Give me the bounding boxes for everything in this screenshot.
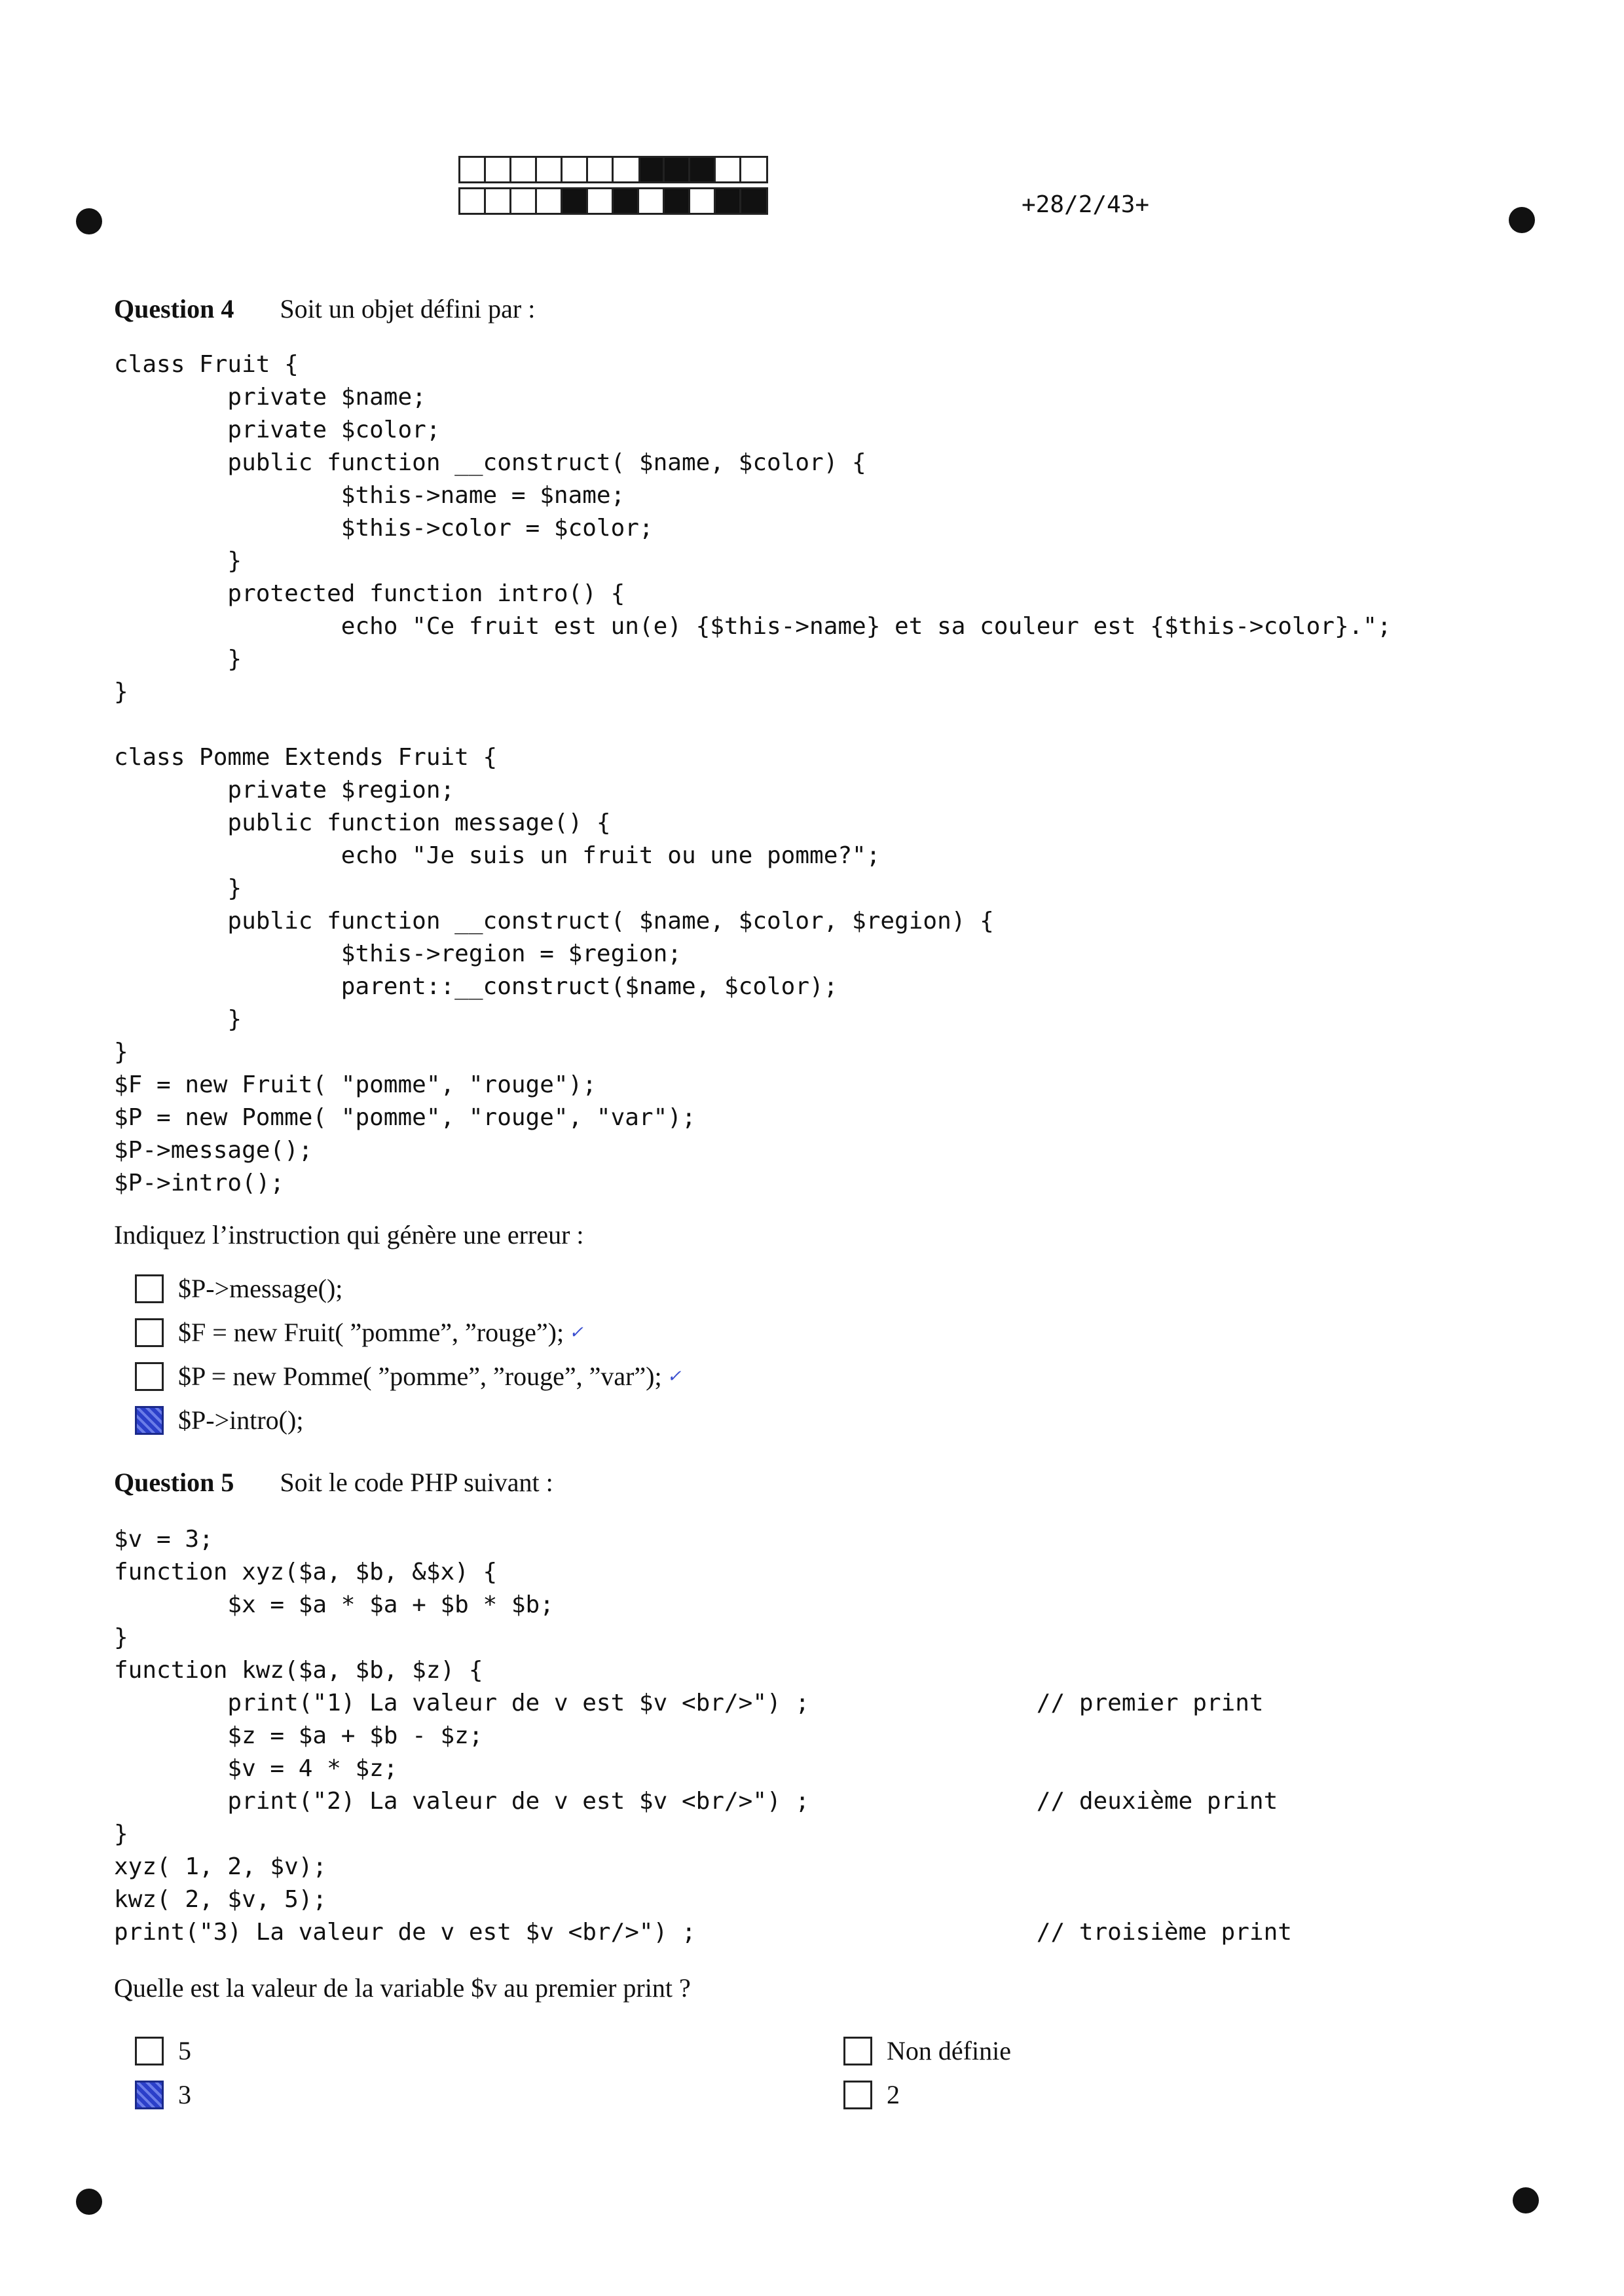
registration-mark-bottom-left — [76, 2189, 102, 2215]
option-checkbox[interactable] — [135, 1318, 164, 1347]
question-4-heading — [114, 293, 535, 324]
option-checkbox[interactable] — [843, 2037, 872, 2065]
question-5-prompt: Quelle est la valeur de la variable $v au premier print ? — [114, 1973, 691, 2003]
question-5-option-2[interactable] — [843, 2079, 900, 2110]
registration-mark-top-right — [1509, 207, 1535, 233]
question-4-text: Soit un objet défini par : — [280, 294, 536, 324]
page-identifier: +28/2/43+ — [1022, 191, 1150, 218]
question-5-option-5[interactable] — [135, 2035, 191, 2066]
option-label: Non définie — [887, 2036, 1011, 2065]
registration-mark-top-left — [76, 208, 102, 234]
option-label: 3 — [178, 2080, 191, 2109]
handwritten-tick-mark: ✓ — [569, 1322, 583, 1342]
question-5-text: Soit le code PHP suivant : — [280, 1468, 553, 1497]
question-4-code: class Fruit { private $name; private $color; public function __construct( $name, $color) { $this->name = $name; $this->color = $color; } protected function intro() { echo "Ce fruit est un(e) {$this->name} et sa couleur est {$this->color}."; } } class Pomme Extends Fruit { private $region; public function message() { echo "Je suis un fruit ou une pomme?"; } public function __construct( $name, $color, $region) { $this->region = $region; parent::__construct($name, $color); } } $F = new Fruit( "pomme", "rouge"); $P = new Pomme( "pomme", "rouge", "var"); $P->message(); $P->intro(); — [114, 351, 1392, 1196]
question-5-heading — [114, 1467, 553, 1498]
question-4-option-1[interactable] — [135, 1273, 342, 1304]
option-checkbox[interactable] — [135, 1362, 164, 1391]
option-label: $F = new Fruit( ”pomme”, ”rouge”); — [178, 1318, 564, 1347]
option-checkbox-checked[interactable] — [135, 1406, 164, 1435]
question-4-prompt: Indiquez l’instruction qui génère une erreur : — [114, 1220, 584, 1250]
question-5-label: Question 5 — [114, 1468, 234, 1497]
option-label: $P->intro(); — [178, 1405, 304, 1435]
option-checkbox[interactable] — [843, 2081, 872, 2109]
handwritten-tick-mark: ✓ — [667, 1366, 682, 1386]
question-4-option-4[interactable] — [135, 1405, 303, 1435]
option-checkbox[interactable] — [135, 2037, 164, 2065]
registration-mark-bottom-right — [1513, 2187, 1539, 2213]
option-label: 2 — [887, 2080, 900, 2109]
question-5-code: $v = 3; function xyz($a, $b, &$x) { $x = $a * $a + $b * $b; } function kwz($a, $b, $z) { print("1) La valeur de v est $v <br/>") ; // premier print $z = $a + $b - $z; $v = 4 * $z; print("2) La valeur de v est $v <br/>") ; // deuxième print } xyz( 1, 2, $v); kwz( 2, $v, 5); print("3) La valeur de v est $v <br/>") ; // troisième print — [114, 1526, 1292, 1946]
option-label: $P = new Pomme( ”pomme”, ”rouge”, ”var”); — [178, 1361, 662, 1391]
option-checkbox[interactable] — [135, 1274, 164, 1303]
question-4-option-3[interactable] — [135, 1361, 681, 1392]
option-label: $P->message(); — [178, 1274, 343, 1303]
question-4-label: Question 4 — [114, 294, 234, 324]
option-checkbox-checked[interactable] — [135, 2081, 164, 2109]
question-5-option-3[interactable] — [135, 2079, 191, 2110]
question-4-option-2[interactable] — [135, 1317, 583, 1348]
question-5-option-non-definie[interactable] — [843, 2035, 1011, 2066]
option-label: 5 — [178, 2036, 191, 2065]
